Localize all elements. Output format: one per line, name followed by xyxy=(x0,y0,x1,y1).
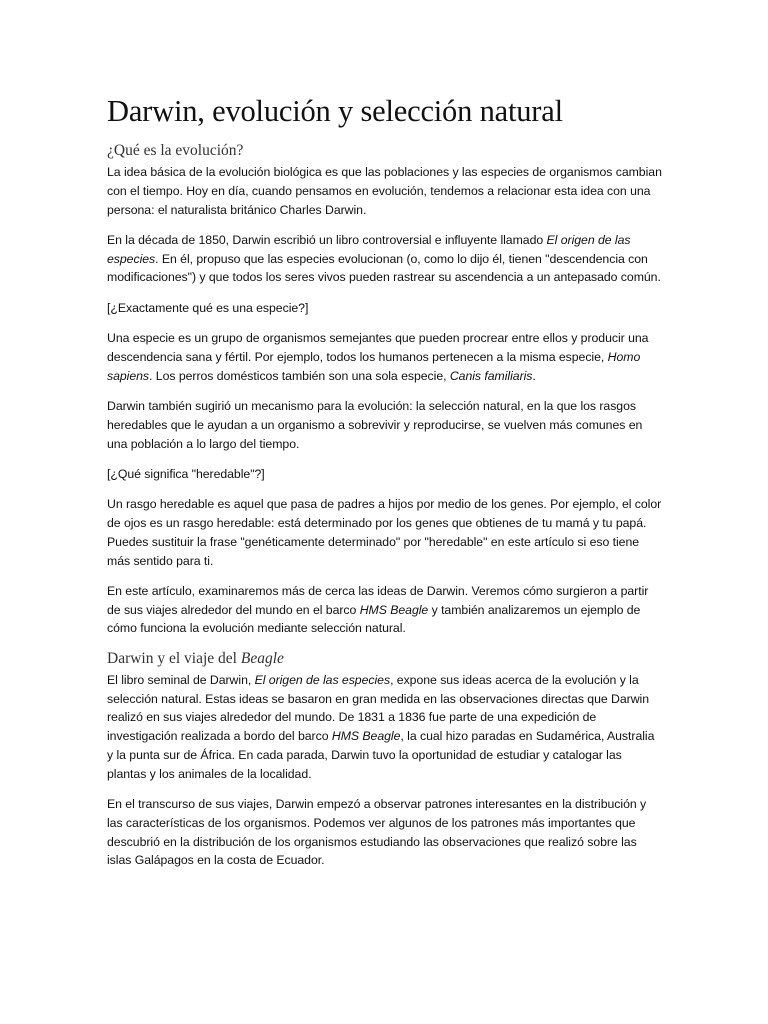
paragraph: En el transcurso de sus viajes, Darwin empezó a observar patrones interesantes en la distribución y las características de los organismos. Podemos ver algunos de los patrones más importantes que descubrió en la distribución de los organismos estudiando las observaciones que realizó sobre las islas Galápagos en la costa de Ecuador. xyxy=(107,797,647,868)
book-title: El origen de las especies xyxy=(107,232,631,266)
section-heading-viaje-del-beagle xyxy=(107,650,663,668)
page-title: Darwin, evolución y selección natural xyxy=(107,94,563,128)
expandable-question-heredable: [¿Qué significa "heredable"?] xyxy=(107,466,265,481)
paragraph xyxy=(107,231,663,287)
expandable-question-especie: [¿Exactamente qué es una especie?] xyxy=(107,300,309,315)
paragraph xyxy=(107,671,663,784)
text-run: . xyxy=(532,368,536,383)
species-name: Homo sapiens xyxy=(107,349,641,383)
text-run: En este artículo, examinaremos más de cerca las ideas de Darwin. Veremos cómo surgieron a partir de sus viajes alrededor del mundo en el barco xyxy=(107,583,649,617)
text-run: Una especie es un grupo de organismos semejantes que pueden procrear entre ellos y producir una descendencia sana y fértil. Por ejemplo, todos los humanos pertenecen a la misma especie, xyxy=(107,331,649,364)
paragraph xyxy=(107,582,663,638)
section-heading-que-es-la-evolucion: ¿Qué es la evolución? xyxy=(107,142,244,159)
text-run: , la cual hizo paradas en Sudamérica, Australia y la punta sur de África. En cada parada, Darwin tuvo la oportunidad de estudiar y catalogar las plantas y los animales de la localidad. xyxy=(107,729,655,781)
text-run: . En él, propuso que las especies evolucionan (o, como lo dijo él, tienen "descendencia con modificaciones") y que todos los seres vivos pueden rastrear su ascendencia a un antepasado común. xyxy=(107,251,661,285)
ship-name: HMS Beagle xyxy=(331,729,401,744)
heading-run: Darwin y el viaje del xyxy=(107,649,241,667)
document-body xyxy=(107,92,663,882)
paragraph: Darwin también sugirió un mecanismo para la evolución: la selección natural, en la que los rasgos heredables que le ayudan a un organismo a sobrevivir y reproducirse, se vuelven más comunes en una población a lo largo del tiempo. xyxy=(107,398,643,451)
ship-name: HMS Beagle xyxy=(359,602,429,617)
heading-ship-name: Beagle xyxy=(240,649,284,667)
text-run: , expone sus ideas acerca de la evolución y la selección natural. Estas ideas se basaron en gran medida en las observaciones directas que Darwin realizó en sus viajes alrededor del mundo. De 1831 a 1836 fue parte de una expedición de investigación realizada a bordo del barco xyxy=(107,672,649,744)
paragraph: Un rasgo heredable es aquel que pasa de padres a hijos por medio de los genes. Por ejemplo, el color de ojos es un rasgo heredable: está determinado por los genes que obtienes de tu mamá y tu papá. Puedes sustituir la frase "genéticamente determinado" por "heredable" en este artículo si eso tiene más sentido para ti. xyxy=(107,497,662,568)
species-name: Canis familiaris xyxy=(449,368,533,383)
paragraph: La idea básica de la evolución biológica es que las poblaciones y las especies de organismos cambian con el tiempo. Hoy en día, cuando pensamos en evolución, tendemos a relacionar esta idea con una persona: el naturalista británico Charles Darwin. xyxy=(107,165,662,217)
paragraph xyxy=(107,329,663,385)
book-title: El origen de las especies xyxy=(254,672,391,687)
text-run: . Los perros domésticos también son una sola especie, xyxy=(149,368,450,383)
text-run: El libro seminal de Darwin, xyxy=(107,672,255,687)
text-run: y también analizaremos un ejemplo de cómo funciona la evolución mediante selección natural. xyxy=(107,602,641,636)
text-run: En la década de 1850, Darwin escribió un libro controversial e influyente llamado xyxy=(107,232,547,247)
